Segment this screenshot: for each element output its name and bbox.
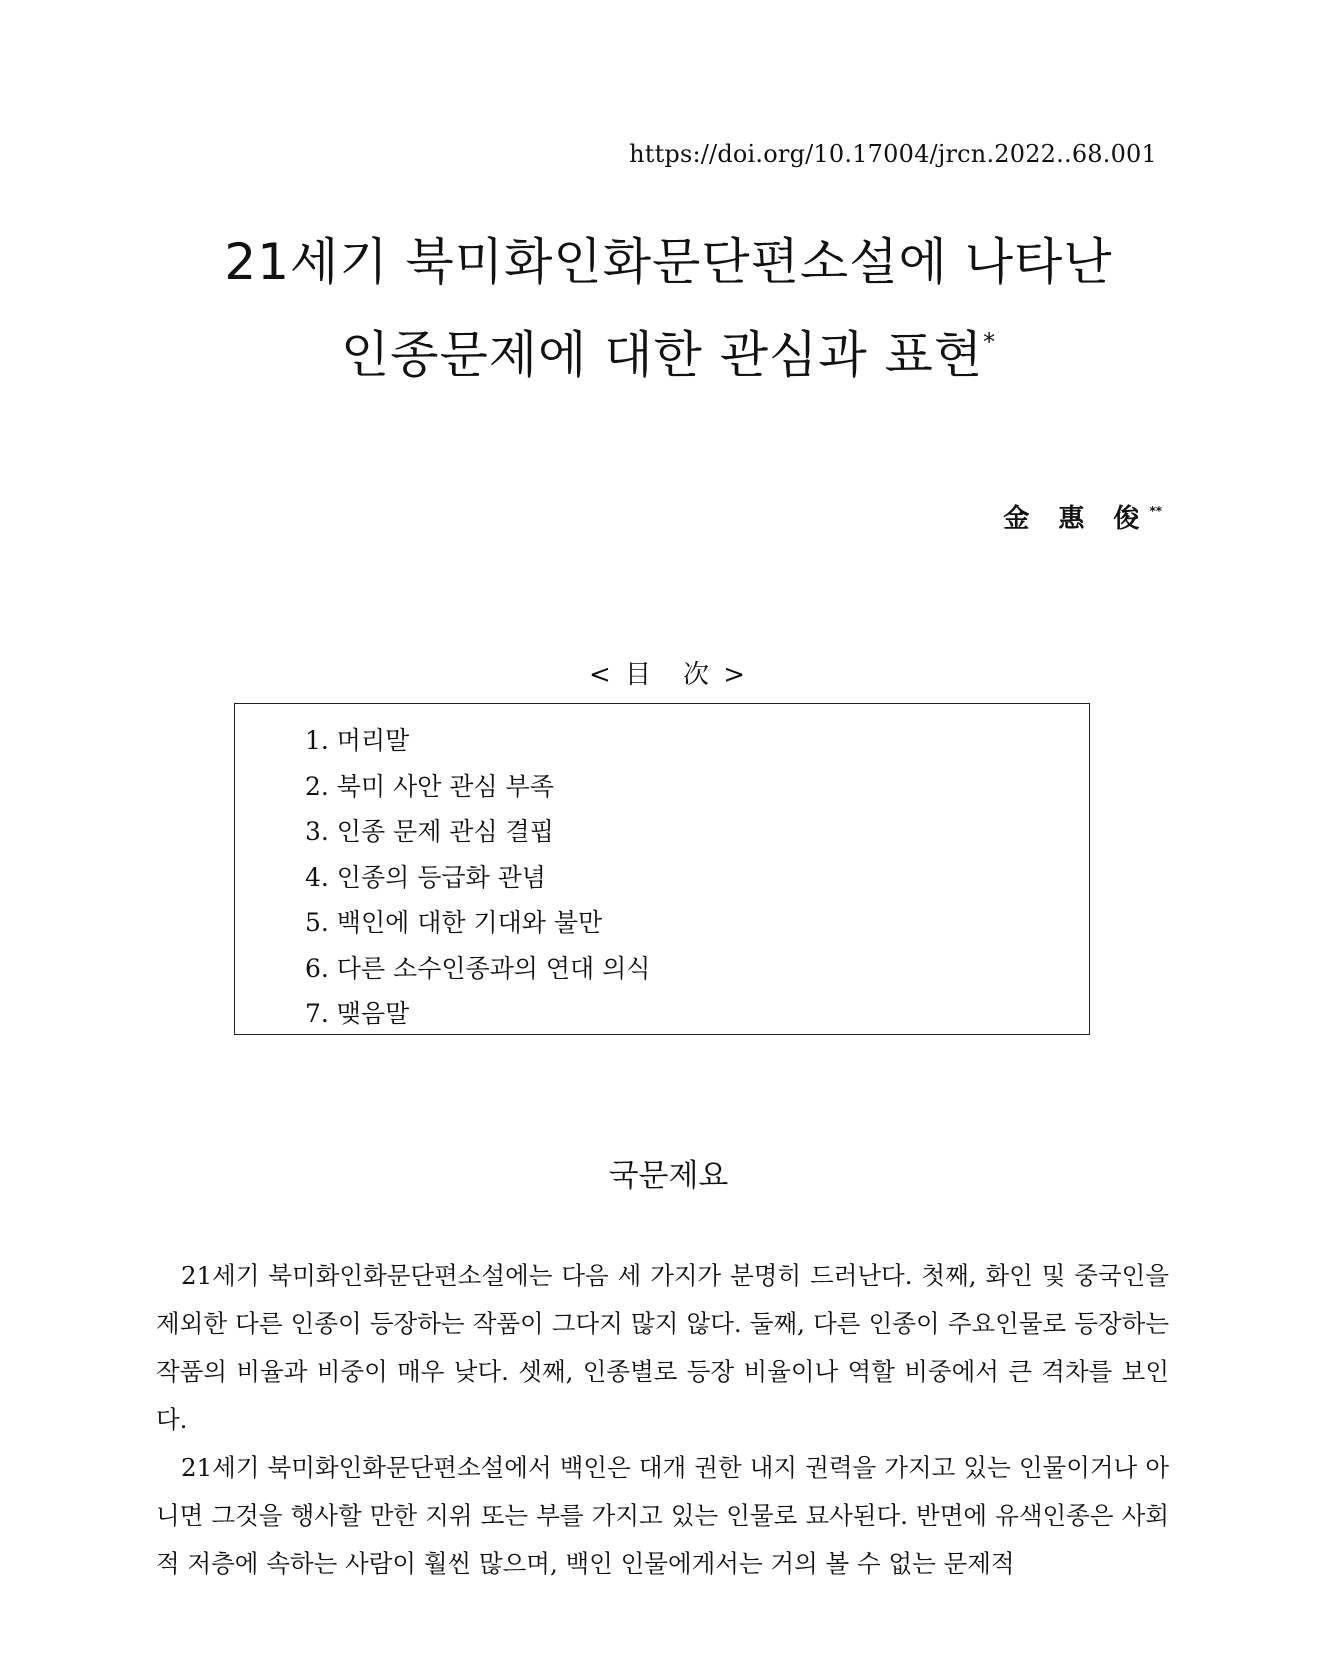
paper-title bbox=[0, 222, 1337, 395]
toc-item: 7. 맺음말 bbox=[305, 999, 410, 1028]
title-line-2 bbox=[0, 302, 1337, 395]
doi-link[interactable]: https://doi.org/10.17004/jrcn.2022..68.001 bbox=[629, 140, 1157, 168]
abstract-paragraph: 21세기 북미화인화문단편소설에서 백인은 대개 권한 내지 권력을 가지고 있는 인물이거나 아니면 그것을 행사할 만한 지위 또는 부를 가지고 있는 인물로 묘사된다. 반면에 유색인종은 사회적 저층에 속하는 사람이 훨씬 많으며, 백인 인물에게서는 거의 볼 수 없는 문제적 bbox=[156, 1453, 1169, 1578]
title-footnote-mark: * bbox=[983, 328, 997, 356]
toc-item: 5. 백인에 대한 기대와 불만 bbox=[305, 908, 603, 937]
title-line-1: 21세기 북미화인화문단편소설에 나타난 bbox=[224, 233, 1113, 291]
abstract-heading: 국문제요 bbox=[608, 1158, 729, 1194]
toc-item: 4. 인종의 등급화 관념 bbox=[305, 862, 546, 892]
title-line-2-text: 인종문제에 대한 관심과 표현 bbox=[340, 326, 984, 384]
abstract-body bbox=[156, 1252, 1169, 1588]
author-name: 金 惠 俊 bbox=[1003, 504, 1150, 534]
table-of-contents bbox=[234, 703, 1090, 1035]
toc-item: 6. 다른 소수인종과의 연대 의식 bbox=[305, 953, 651, 983]
toc-item: 3. 인종 문제 관심 결핍 bbox=[305, 817, 554, 846]
author bbox=[1003, 498, 1162, 535]
abstract-paragraph: 21세기 북미화인화문단편소설에는 다음 세 가지가 분명히 드러난다. 첫째, 화인 및 중국인을 제외한 다른 인종이 등장하는 작품이 그다지 많지 않다. 둘째, 다른 인종이 주요인물로 등장하는 작품의 비율과 비중이 매우 낮다. 셋째, 인종별로 등장 비율이나 역할 비중에서 큰 격차를 보인다. bbox=[156, 1261, 1169, 1434]
toc-list bbox=[235, 704, 1089, 1037]
toc-item: 2. 북미 사안 관심 부족 bbox=[305, 771, 554, 801]
author-footnote-mark: ** bbox=[1149, 504, 1162, 518]
toc-heading: < 目 次 > bbox=[588, 660, 749, 690]
toc-item: 1. 머리말 bbox=[305, 726, 410, 755]
